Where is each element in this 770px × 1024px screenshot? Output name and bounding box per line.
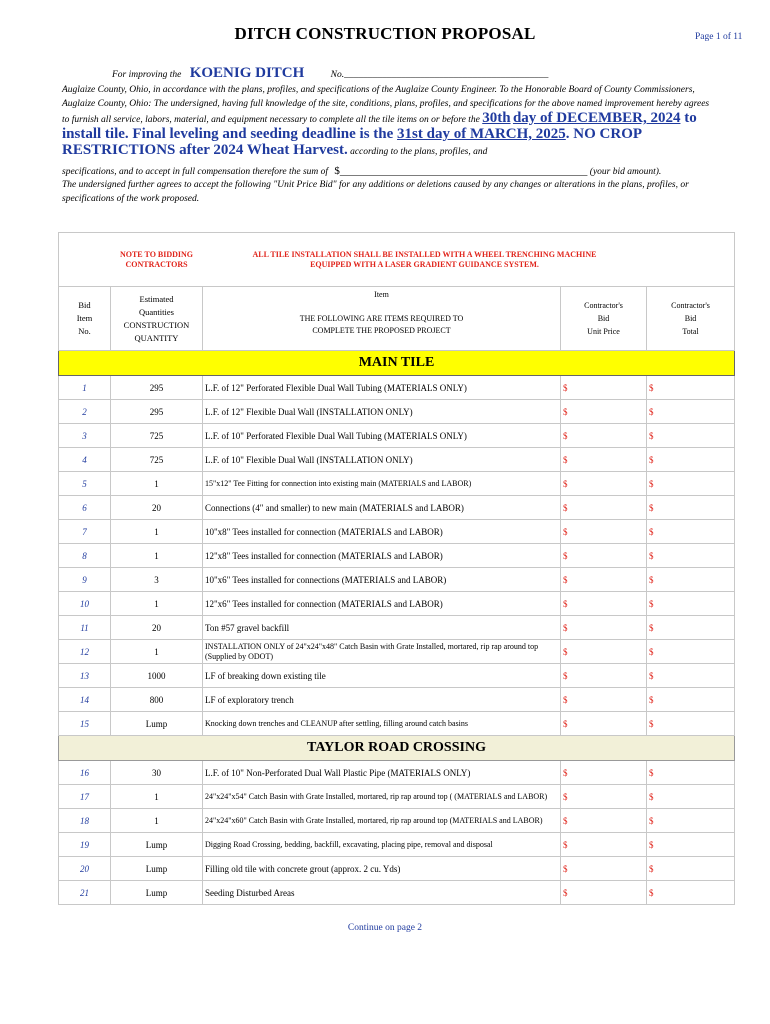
bid-item-description: 24"x24"x60" Catch Basin with Grate Installed, mortared, rip rap around top (MATERIALS and LABOR) — [203, 809, 561, 833]
unit-price-field[interactable]: $ — [561, 472, 647, 496]
deadline-date: day of DECEMBER, 2024 — [512, 110, 681, 126]
bid-item-row — [59, 376, 735, 400]
bid-item-no: 10 — [59, 592, 111, 616]
bid-item-quantity: 1 — [111, 640, 203, 664]
col-label: Bid — [78, 300, 91, 310]
col-label: Bid — [597, 314, 610, 323]
page-title: DITCH CONSTRUCTION PROPOSAL — [234, 24, 536, 43]
col-label: Unit Price — [587, 327, 620, 336]
total-field[interactable]: $ — [647, 688, 735, 712]
bid-item-description: LF of exploratory trench — [203, 688, 561, 712]
bid-item-quantity: 20 — [111, 496, 203, 520]
project-name: KOENIG DITCH — [189, 65, 305, 81]
col-label: Contractor's — [671, 301, 710, 310]
bid-item-quantity: Lump — [111, 881, 203, 905]
bid-item-description: L.F. of 10" Flexible Dual Wall (INSTALLATION ONLY) — [203, 448, 561, 472]
intro-paragraph — [62, 83, 718, 159]
col-label: Item — [76, 313, 93, 323]
bid-item-row — [59, 809, 735, 833]
bid-item-row — [59, 688, 735, 712]
section-title: TAYLOR ROAD CROSSING — [59, 736, 735, 761]
bid-item-quantity: 725 — [111, 424, 203, 448]
bid-item-no: 6 — [59, 496, 111, 520]
bid-item-quantity: 3 — [111, 568, 203, 592]
bid-item-row — [59, 496, 735, 520]
col-label: Bid — [684, 314, 697, 323]
bid-item-description: Ton #57 gravel backfill — [203, 616, 561, 640]
unit-price-field[interactable]: $ — [561, 544, 647, 568]
bid-item-row — [59, 592, 735, 616]
unit-price-field[interactable]: $ — [561, 376, 647, 400]
col-label: THE FOLLOWING ARE ITEMS REQUIRED TO — [299, 314, 464, 323]
bid-item-no: 8 — [59, 544, 111, 568]
bid-item-description: 12"x8" Tees installed for connection (MATERIALS and LABOR) — [203, 544, 561, 568]
bid-item-row — [59, 520, 735, 544]
col-label: QUANTITY — [134, 332, 179, 343]
bid-item-description: L.F. of 12" Flexible Dual Wall (INSTALLATION ONLY) — [203, 400, 561, 424]
col-label: COMPLETE THE PROPOSED PROJECT — [312, 326, 451, 335]
unit-price-field[interactable]: $ — [561, 761, 647, 785]
unit-price-field[interactable]: $ — [561, 688, 647, 712]
unit-price-field[interactable]: $ — [561, 881, 647, 905]
bid-item-no: 4 — [59, 448, 111, 472]
intro-text: Auglaize County, Ohio, in accordance with the plans, profiles, and specifications of the Auglaize County Engineer. To the Honorable Board of County Commissioners, Auglaize County, Ohio: The undersigned, having full knowledge of the site, conditions, plans, profiles, and specifications for the above named improvement hereby agrees to furnish all service, labors, material, and equipment necessary to complete all the tile items on or before the — [62, 85, 710, 125]
bid-item-row — [59, 544, 735, 568]
col-label: Quantities — [139, 306, 174, 317]
section-title: MAIN TILE — [59, 351, 735, 376]
bid-amount-field[interactable]: $_____________________________________________ — [334, 165, 588, 177]
bid-item-row — [59, 881, 735, 905]
compensation-line — [62, 164, 718, 179]
bid-item-quantity: 1000 — [111, 664, 203, 688]
bid-item-row — [59, 400, 735, 424]
total-field[interactable]: $ — [647, 400, 735, 424]
total-field[interactable]: $ — [647, 616, 735, 640]
spacer — [647, 233, 735, 287]
bid-item-row — [59, 664, 735, 688]
bid-item-row — [59, 424, 735, 448]
total-field[interactable]: $ — [647, 472, 735, 496]
unit-price-field[interactable]: $ — [561, 448, 647, 472]
bid-item-row — [59, 568, 735, 592]
bid-item-row — [59, 616, 735, 640]
unit-price-field[interactable]: $ — [561, 424, 647, 448]
col-bid-item-no — [59, 287, 111, 351]
bid-item-quantity: Lump — [111, 712, 203, 736]
total-field[interactable]: $ — [647, 664, 735, 688]
bid-item-description: L.F. of 12" Perforated Flexible Dual Wall Tubing (MATERIALS ONLY) — [203, 376, 561, 400]
bid-item-description: L.F. of 10" Perforated Flexible Dual Wall Tubing (MATERIALS ONLY) — [203, 424, 561, 448]
bid-item-no: 15 — [59, 712, 111, 736]
col-quantity — [111, 287, 203, 351]
col-label: No. — [78, 326, 91, 336]
col-label: Total — [682, 327, 699, 336]
bid-item-no: 18 — [59, 809, 111, 833]
bid-item-description: INSTALLATION ONLY of 24"x24"x48" Catch Basin with Grate Installed, mortared, rip rap around top (Supplied by ODOT) — [203, 640, 561, 664]
bid-item-row — [59, 761, 735, 785]
bid-item-description: Knocking down trenches and CLEANUP after settling, filling around catch basins — [203, 712, 561, 736]
deadline-text: to install tile. Final leveling and seeding deadline is the — [62, 110, 697, 142]
col-unit-price — [561, 287, 647, 351]
bid-item-description: 10"x6" Tees installed for connections (MATERIALS and LABOR) — [203, 568, 561, 592]
col-total — [647, 287, 735, 351]
col-label: Contractor's — [584, 301, 623, 310]
bid-item-quantity: 1 — [111, 544, 203, 568]
total-field[interactable]: $ — [647, 857, 735, 881]
total-field[interactable]: $ — [647, 881, 735, 905]
col-label: Item — [374, 290, 389, 299]
unit-price-paragraph: The undersigned further agrees to accept the following "Unit Price Bid" for any additions or deletions caused by any changes or alterations in the plans, profiles, or specifications of the work proposed. — [62, 180, 689, 204]
total-field[interactable]: $ — [647, 712, 735, 736]
bid-item-description: Digging Road Crossing, bedding, backfill, excavating, placing pipe, removal and disposal — [203, 833, 561, 857]
bid-item-quantity: 30 — [111, 761, 203, 785]
bid-item-no: 13 — [59, 664, 111, 688]
col-label: CONSTRUCTION — [123, 319, 190, 330]
unit-price-field[interactable]: $ — [561, 785, 647, 809]
bid-item-description: L.F. of 10" Non-Perforated Dual Wall Plastic Pipe (MATERIALS ONLY) — [203, 761, 561, 785]
unit-price-field[interactable]: $ — [561, 857, 647, 881]
bid-item-row — [59, 472, 735, 496]
bid-item-no: 7 — [59, 520, 111, 544]
total-field[interactable]: $ — [647, 592, 735, 616]
according-text: according to the plans, profiles, and — [347, 147, 488, 157]
bid-item-description: 12"x6" Tees installed for connection (MATERIALS and LABOR) — [203, 592, 561, 616]
bid-item-description: 15"x12" Tee Fitting for connection into existing main (MATERIALS and LABOR) — [203, 472, 561, 496]
project-number-field[interactable]: No.___________________________________________ — [330, 70, 549, 80]
total-field[interactable]: $ — [647, 448, 735, 472]
continue-note: Continue on page 2 — [347, 923, 423, 933]
bid-item-no: 14 — [59, 688, 111, 712]
bid-item-row — [59, 833, 735, 857]
total-field[interactable]: $ — [647, 640, 735, 664]
deadline-day: 30th — [482, 110, 511, 126]
bid-item-quantity: 1 — [111, 520, 203, 544]
col-label: Estimated — [139, 293, 174, 304]
col-item — [203, 287, 561, 351]
bid-item-no: 12 — [59, 640, 111, 664]
bid-item-quantity: 295 — [111, 376, 203, 400]
unit-price-field[interactable]: $ — [561, 640, 647, 664]
bid-item-description: Filling old tile with concrete grout (approx. 2 cu. Yds) — [203, 857, 561, 881]
bid-item-quantity: 800 — [111, 688, 203, 712]
bid-item-quantity: 20 — [111, 616, 203, 640]
bid-item-description: LF of breaking down existing tile — [203, 664, 561, 688]
total-field[interactable]: $ — [647, 785, 735, 809]
bid-item-quantity: 1 — [111, 472, 203, 496]
bid-item-no: 19 — [59, 833, 111, 857]
total-field[interactable]: $ — [647, 424, 735, 448]
total-field[interactable]: $ — [647, 568, 735, 592]
bid-item-no: 11 — [59, 616, 111, 640]
unit-price-field[interactable]: $ — [561, 616, 647, 640]
spacer — [59, 233, 111, 287]
section-header — [59, 351, 735, 376]
note-to-bidders: NOTE TO BIDDING CONTRACTORS — [111, 233, 203, 287]
compensation-text: specifications, and to accept in full compensation therefore the sum of — [62, 167, 329, 177]
bid-item-row — [59, 785, 735, 809]
bid-item-no: 16 — [59, 761, 111, 785]
total-field[interactable]: $ — [647, 496, 735, 520]
installation-notice: ALL TILE INSTALLATION SHALL BE INSTALLED WITH A WHEEL TRENCHING MACHINE EQUIPPED WITH A LASER GRADIENT GUIDANCE SYSTEM. — [203, 233, 647, 287]
bid-item-no: 9 — [59, 568, 111, 592]
bid-item-quantity: 295 — [111, 400, 203, 424]
page-number: Page 1 of 11 — [695, 32, 743, 42]
for-improving-label: For improving the — [112, 70, 182, 80]
unit-price-field[interactable]: $ — [561, 809, 647, 833]
seeding-deadline: 31st day of MARCH, 2025 — [397, 126, 566, 142]
bid-item-row — [59, 857, 735, 881]
bid-item-description: 10"x8" Tees installed for connection (MATERIALS and LABOR) — [203, 520, 561, 544]
bid-item-quantity: 1 — [111, 785, 203, 809]
unit-price-field[interactable]: $ — [561, 833, 647, 857]
bid-item-no: 21 — [59, 881, 111, 905]
bid-item-no: 3 — [59, 424, 111, 448]
bid-item-row — [59, 712, 735, 736]
unit-price-field[interactable]: $ — [561, 712, 647, 736]
unit-price-field[interactable]: $ — [561, 592, 647, 616]
total-field[interactable]: $ — [647, 520, 735, 544]
unit-price-field[interactable]: $ — [561, 520, 647, 544]
bid-item-quantity: Lump — [111, 833, 203, 857]
bid-item-no: 2 — [59, 400, 111, 424]
project-line — [112, 66, 712, 82]
unit-price-field[interactable]: $ — [561, 568, 647, 592]
bid-item-description: 24"x24"x54" Catch Basin with Grate Installed, mortared, rip rap around top ( (MATERIALS and LABOR) — [203, 785, 561, 809]
crop-restriction: . NO CROP RESTRICTIONS after 2024 Wheat Harvest. — [62, 126, 642, 158]
bid-item-no: 1 — [59, 376, 111, 400]
bid-item-no: 5 — [59, 472, 111, 496]
bid-item-no: 20 — [59, 857, 111, 881]
bid-item-quantity: 725 — [111, 448, 203, 472]
bid-item-row — [59, 448, 735, 472]
bid-item-quantity: 1 — [111, 809, 203, 833]
bid-item-quantity: Lump — [111, 857, 203, 881]
total-field[interactable]: $ — [647, 544, 735, 568]
bid-item-no: 17 — [59, 785, 111, 809]
total-field[interactable]: $ — [647, 809, 735, 833]
bid-amount-note: (your bid amount). — [589, 167, 662, 177]
section-header — [59, 736, 735, 761]
total-field[interactable]: $ — [647, 376, 735, 400]
total-field[interactable]: $ — [647, 761, 735, 785]
bid-item-description: Seeding Disturbed Areas — [203, 881, 561, 905]
unit-price-field[interactable]: $ — [561, 496, 647, 520]
unit-price-field[interactable]: $ — [561, 664, 647, 688]
unit-price-field[interactable]: $ — [561, 400, 647, 424]
total-field[interactable]: $ — [647, 833, 735, 857]
bid-table — [58, 232, 735, 905]
bid-item-row — [59, 640, 735, 664]
bid-item-quantity: 1 — [111, 592, 203, 616]
bid-item-description: Connections (4" and smaller) to new main (MATERIALS and LABOR) — [203, 496, 561, 520]
